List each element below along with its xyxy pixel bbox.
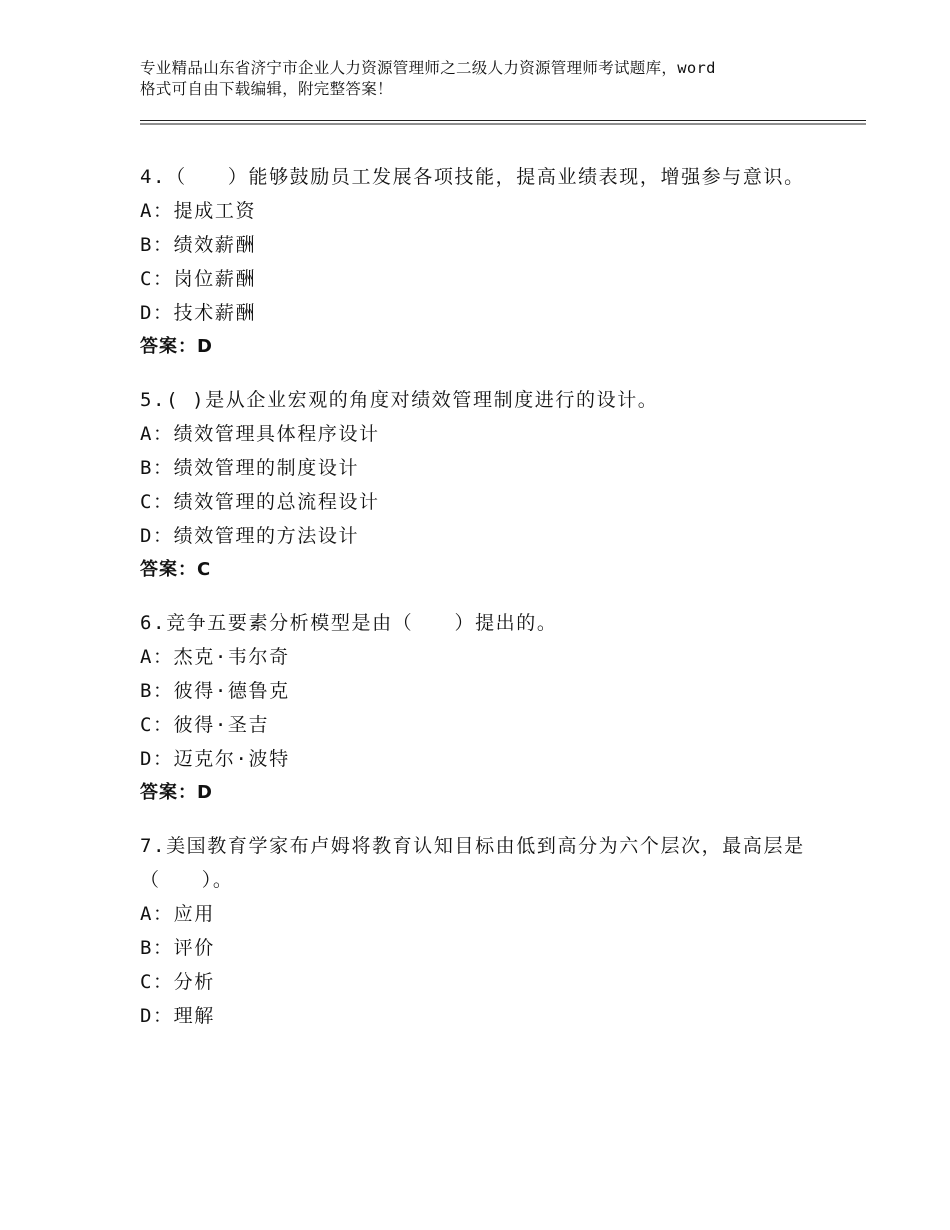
answer-label: 答案：D <box>140 782 213 803</box>
question-stem: 7.美国教育学家布卢姆将教育认知目标由低到高分为六个层次，最高层是（ ）。 <box>140 835 805 891</box>
option-c: C：岗位薪酬 <box>140 268 257 290</box>
question-stem: 6.竞争五要素分析模型是由（ ）提出的。 <box>140 612 558 634</box>
option-a: A：绩效管理具体程序设计 <box>140 423 380 445</box>
question-7 <box>140 829 810 1033</box>
option-a: A：应用 <box>140 903 215 925</box>
question-list <box>140 160 810 1052</box>
header-line-1: 专业精品山东省济宁市企业人力资源管理师之二级人力资源管理师考试题库，word <box>140 59 716 77</box>
option-c: C：分析 <box>140 971 215 993</box>
option-b: B：彼得·德鲁克 <box>140 680 290 702</box>
document-header <box>140 58 840 100</box>
option-b: B：评价 <box>140 937 215 959</box>
question-4 <box>140 160 810 364</box>
answer-label: 答案：C <box>140 559 212 580</box>
header-divider <box>140 120 866 121</box>
option-a: A：杰克·韦尔奇 <box>140 646 290 668</box>
option-c: C：彼得·圣吉 <box>140 714 270 736</box>
answer-label: 答案：D <box>140 336 213 357</box>
question-stem: 5.( )是从企业宏观的角度对绩效管理制度进行的设计。 <box>140 389 659 411</box>
option-a: A：提成工资 <box>140 200 257 222</box>
header-line-2: 格式可自由下载编辑，附完整答案！ <box>140 80 393 98</box>
option-d: D：迈克尔·波特 <box>140 748 290 770</box>
question-5 <box>140 383 810 587</box>
question-6 <box>140 606 810 810</box>
option-b: B：绩效管理的制度设计 <box>140 457 360 479</box>
option-d: D：理解 <box>140 1005 215 1027</box>
option-d: D：技术薪酬 <box>140 302 257 324</box>
option-d: D：绩效管理的方法设计 <box>140 525 360 547</box>
question-stem: 4.（ ）能够鼓励员工发展各项技能，提高业绩表现，增强参与意识。 <box>140 166 805 188</box>
option-b: B：绩效薪酬 <box>140 234 257 256</box>
option-c: C：绩效管理的总流程设计 <box>140 491 380 513</box>
